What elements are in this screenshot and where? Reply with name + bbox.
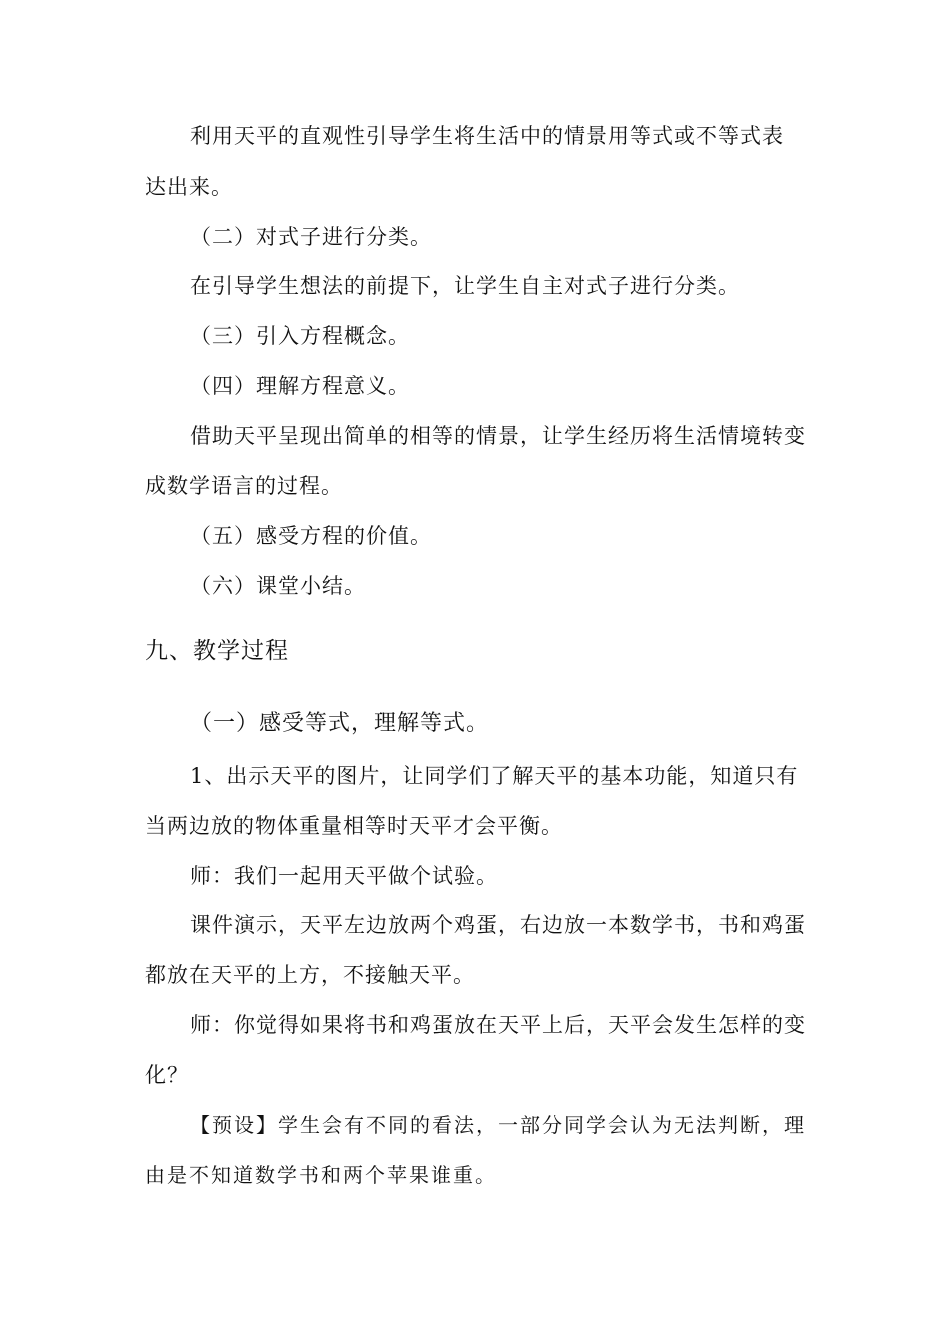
paragraph-line: 师：你觉得如果将书和鸡蛋放在天平上后，天平会发生怎样的变 <box>190 1013 806 1037</box>
paragraph-line: 利用天平的直观性引导学生将生活中的情景用等式或不等式表 <box>190 124 784 148</box>
paragraph-line: 当两边放的物体重量相等时天平才会平衡。 <box>145 814 563 838</box>
paragraph-line: 都放在天平的上方，不接触天平。 <box>145 963 475 987</box>
section-subtitle: （五）感受方程的价值。 <box>190 524 432 548</box>
section-subtitle: （六）课堂小结。 <box>190 574 366 598</box>
paragraph-line: 化？ <box>145 1063 189 1087</box>
paragraph-line: 成数学语言的过程。 <box>145 474 343 498</box>
section-subtitle: （二）对式子进行分类。 <box>190 225 432 249</box>
paragraph-line: 师：我们一起用天平做个试验。 <box>190 864 498 888</box>
section-heading: 九、教学过程 <box>145 638 289 664</box>
preset-note-line: 由是不知道数学书和两个苹果谁重。 <box>145 1163 497 1187</box>
paragraph-line: 达出来。 <box>145 175 233 199</box>
section-subtitle: （三）引入方程概念。 <box>190 324 410 348</box>
section-subtitle: （四）理解方程意义。 <box>190 374 410 398</box>
paragraph-line: 在引导学生想法的前提下，让学生自主对式子进行分类。 <box>190 274 740 298</box>
preset-note-line: 【预设】学生会有不同的看法，一部分同学会认为无法判断，理 <box>190 1113 806 1137</box>
section-subtitle: （一）感受等式，理解等式。 <box>190 711 490 736</box>
paragraph-line: 借助天平呈现出简单的相等的情景，让学生经历将生活情境转变 <box>190 424 806 448</box>
paragraph-line: 1、出示天平的图片，让同学们了解天平的基本功能，知道只有 <box>190 764 799 788</box>
paragraph-line: 课件演示，天平左边放两个鸡蛋，右边放一本数学书，书和鸡蛋 <box>190 913 806 937</box>
